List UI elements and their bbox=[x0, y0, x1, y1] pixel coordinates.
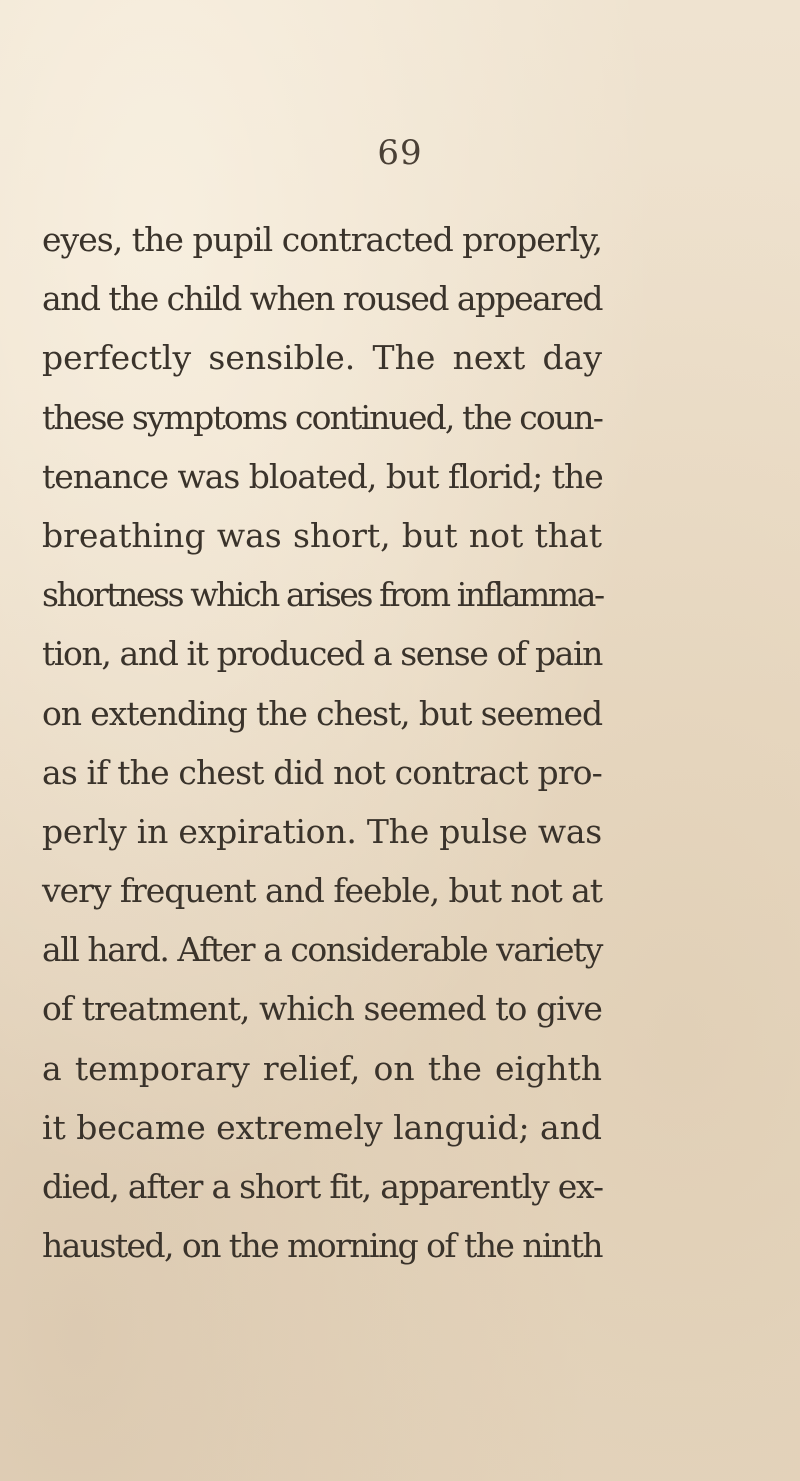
text-line: shortness which arises from inflamma- bbox=[42, 575, 603, 615]
text-line: and the child when roused appeared bbox=[42, 279, 602, 319]
text-line: very frequent and feeble, but not at bbox=[42, 871, 602, 911]
page-number: 69 bbox=[377, 133, 423, 173]
body-text bbox=[42, 210, 602, 1275]
text-line: all hard. After a considerable variety bbox=[42, 930, 602, 970]
text-line: as if the chest did not contract pro- bbox=[42, 752, 602, 792]
text-line: of treatment, which seemed to give bbox=[42, 989, 602, 1029]
text-line: hausted, on the morning of the ninth bbox=[42, 1226, 602, 1266]
text-line: tenance was bloated, but florid; the bbox=[42, 456, 603, 496]
text-line: perly in expiration. The pulse was bbox=[42, 811, 602, 851]
text-line: it became extremely languid; and bbox=[42, 1107, 602, 1147]
text-line: tion, and it produced a sense of pain bbox=[42, 634, 602, 674]
text-line: breathing was short, but not that bbox=[42, 515, 602, 555]
text-line: a temporary relief, on the eighth bbox=[42, 1048, 602, 1088]
text-line: perfectly sensible. The next day bbox=[42, 338, 602, 378]
text-line: died, after a short fit, apparently ex- bbox=[42, 1167, 603, 1206]
text-line: these symptoms continued, the coun- bbox=[42, 397, 603, 437]
text-line: on extending the chest, but seemed bbox=[42, 693, 602, 733]
text-line: eyes, the pupil contracted properly, bbox=[42, 220, 602, 259]
